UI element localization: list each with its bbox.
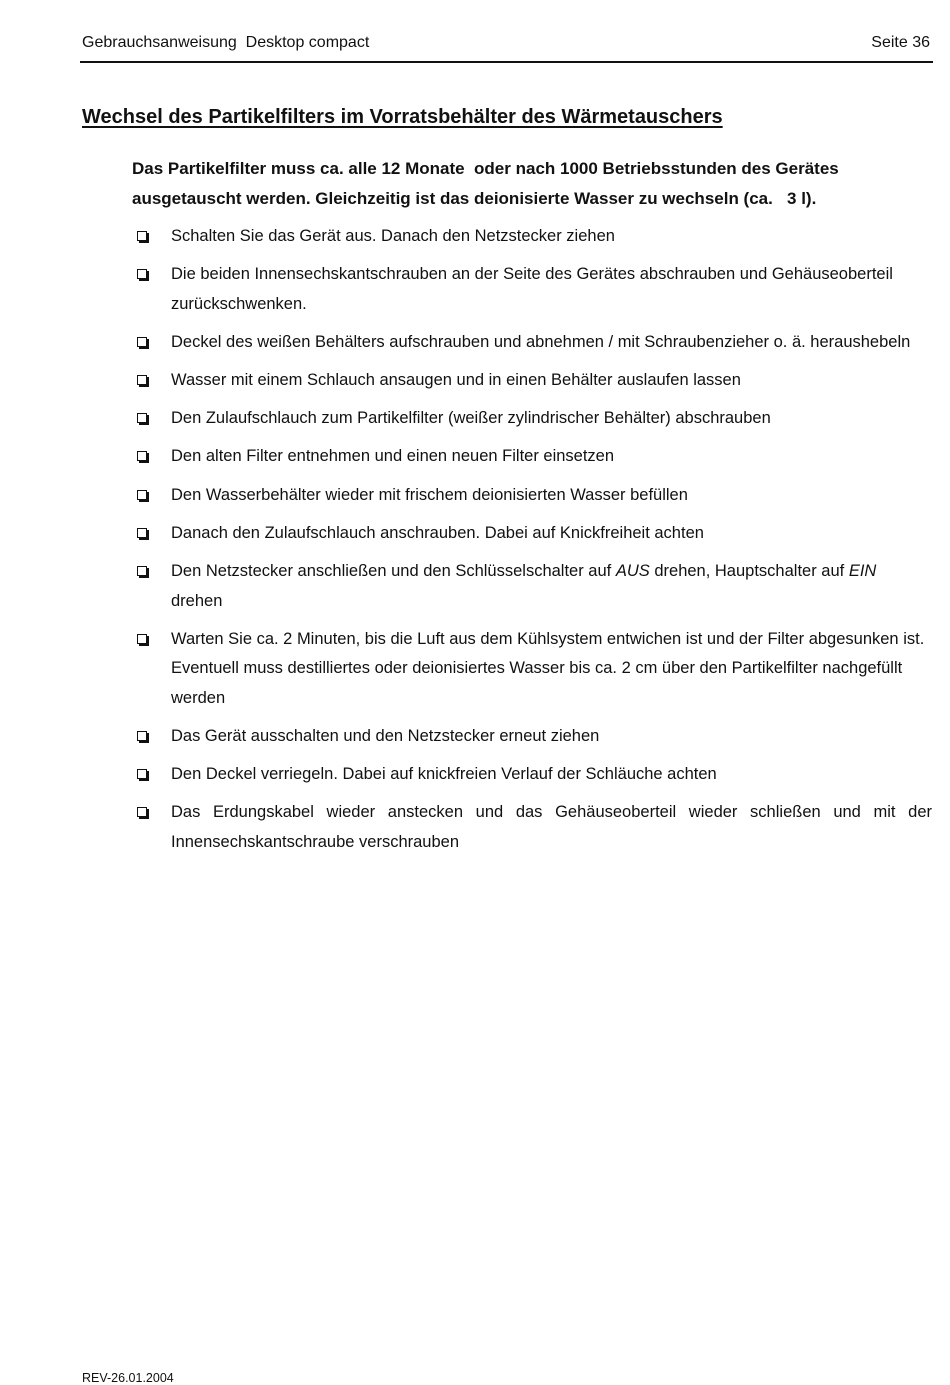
list-item xyxy=(136,557,932,616)
step-text: Das Gerät ausschalten und den Netzstecker erneut ziehen xyxy=(171,726,600,745)
document-title: Gebrauchsanweisung Desktop compact xyxy=(82,34,370,51)
checkbox-bullet-icon xyxy=(137,269,147,279)
checkbox-bullet-icon xyxy=(137,528,147,538)
step-text: Schalten Sie das Gerät aus. Danach den Netzstecker ziehen xyxy=(171,227,615,245)
list-item xyxy=(136,328,932,358)
checkbox-bullet-icon xyxy=(137,566,147,576)
step-text: Danach den Zulaufschlauch anschrauben. Dabei auf Knickfreiheit achten xyxy=(171,523,704,542)
checkbox-bullet-icon xyxy=(137,634,147,644)
step-text: Den alten Filter entnehmen und einen neuen Filter einsetzen xyxy=(171,447,615,466)
checkbox-bullet-icon xyxy=(137,413,147,423)
list-item xyxy=(136,404,932,434)
intro-line-1: Das Partikelfilter muss ca. alle 12 Monate oder nach 1000 Betriebsstunden des Gerätes xyxy=(132,159,839,178)
list-item xyxy=(136,798,932,857)
list-item xyxy=(136,222,932,252)
checkbox-bullet-icon xyxy=(137,807,147,817)
section-heading: Wechsel des Partikelfilters im Vorratsbehälter des Wärmetauschers xyxy=(82,106,723,128)
checkbox-bullet-icon xyxy=(137,490,147,500)
intro-line-2: ausgetauscht werden. Gleichzeitig ist das deionisierte Wasser zu wechseln (ca. 3 l). xyxy=(132,188,817,208)
step-text-part: drehen, Hauptschalter auf xyxy=(649,562,849,580)
checkbox-bullet-icon xyxy=(137,451,147,461)
switch-position-aus: AUS xyxy=(615,562,650,580)
list-item xyxy=(136,442,932,472)
step-text: Den Deckel verriegeln. Dabei auf knickfreien Verlauf der Schläuche achten xyxy=(171,765,717,784)
checkbox-bullet-icon xyxy=(137,769,147,779)
page-header xyxy=(82,34,932,56)
checkbox-bullet-icon xyxy=(137,337,147,347)
step-text: Wasser mit einem Schlauch ansaugen und in einen Behälter auslaufen lassen xyxy=(171,371,741,390)
list-item xyxy=(136,260,932,319)
checkbox-bullet-icon xyxy=(137,231,147,241)
step-text: Den Wasserbehälter wieder mit frischem deionisierten Wasser befüllen xyxy=(171,485,688,504)
page-number: Seite 36 xyxy=(871,34,930,51)
step-text: Das Erdungskabel wieder anstecken und das Gehäuseoberteil wieder schließen und mit der Innensechskantschraube verschrauben xyxy=(171,803,932,851)
intro-paragraph xyxy=(132,154,932,213)
step-text xyxy=(171,562,876,610)
list-item xyxy=(136,519,932,549)
list-item xyxy=(136,625,932,714)
checkbox-bullet-icon xyxy=(137,375,147,385)
step-text: Warten Sie ca. 2 Minuten, bis die Luft aus dem Kühlsystem entwichen ist und der Filter abgesunken ist. Eventuell muss destilliertes oder deionisiertes Wasser bis ca. 2 cm über den Partikelfilter nachgefüllt werden xyxy=(171,629,925,707)
list-item xyxy=(136,760,932,790)
switch-position-ein: EIN xyxy=(848,562,877,580)
step-text-part: drehen xyxy=(171,591,223,610)
checkbox-bullet-icon xyxy=(137,731,147,741)
step-text-part: Den Netzstecker anschließen und den Schlüsselschalter auf xyxy=(171,562,616,580)
header-divider xyxy=(80,61,933,63)
instruction-list xyxy=(136,222,932,866)
step-text: Den Zulaufschlauch zum Partikelfilter (weißer zylindrischer Behälter) abschrauben xyxy=(171,409,771,428)
list-item xyxy=(136,722,932,752)
step-text: Deckel des weißen Behälters aufschrauben und abnehmen / mit Schraubenzieher o. ä. heraushebeln xyxy=(171,332,911,351)
list-item xyxy=(136,366,932,396)
revision-footer: REV-26.01.2004 xyxy=(82,1371,174,1385)
step-text: Die beiden Innensechskantschrauben an der Seite des Gerätes abschrauben und Gehäuseoberteil zurückschwenken. xyxy=(171,265,893,313)
list-item xyxy=(136,481,932,511)
